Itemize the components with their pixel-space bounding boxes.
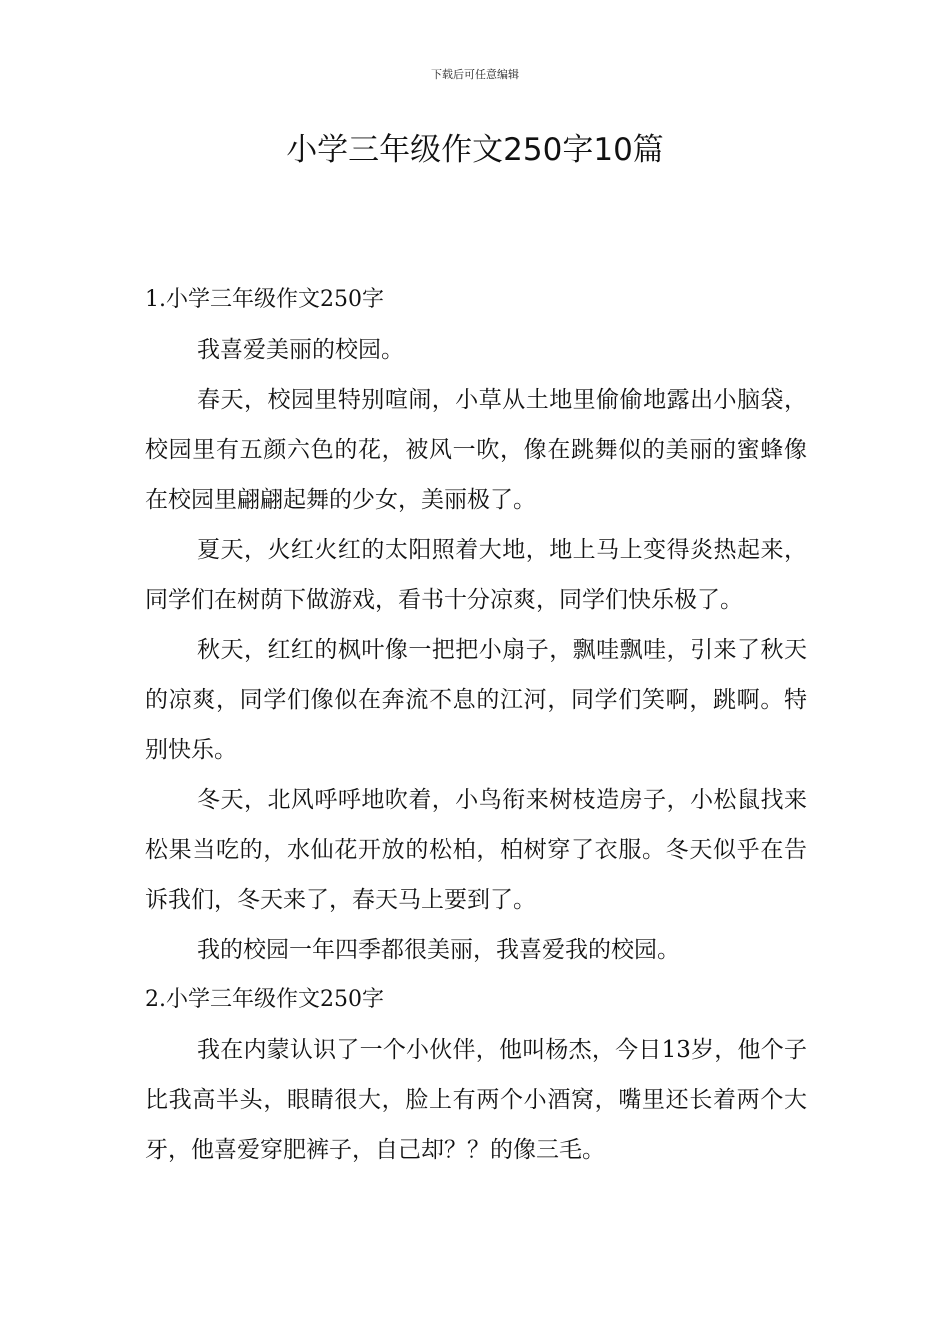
paragraph: 春天，校园里特别喧闹，小草从土地里偷偷地露出小脑袋，校园里有五颜六色的花，被风一吹，像在跳舞似的美丽的蜜蜂像在校园里翩翩起舞的少女，美丽极了。 (145, 387, 807, 513)
paragraph: 冬天，北风呼呼地吹着，小鸟衔来树枝造房子，小松鼠找来松果当吃的，水仙花开放的松柏，柏树穿了衣服。冬天似乎在告诉我们，冬天来了，春天马上要到了。 (145, 787, 807, 913)
section-1 (145, 275, 807, 975)
document-title: 小学三年级作文250字10篇 (286, 132, 664, 168)
paragraph: 我在内蒙认识了一个小伙伴，他叫杨杰，今日13岁，他个子比我高半头，眼睛很大，脸上有两个小酒窝，嘴里还长着两个大牙，他喜爱穿肥裤子，自己却？？的像三毛。 (145, 1037, 807, 1163)
section-2 (145, 975, 807, 1175)
paragraph: 我的校园一年四季都很美丽，我喜爱我的校园。 (197, 937, 680, 963)
section-heading: 1.小学三年级作文250字 (145, 287, 384, 312)
header-note: 下载后可任意编辑 (431, 68, 519, 81)
paragraph: 我喜爱美丽的校园。 (197, 337, 404, 363)
section-heading: 2.小学三年级作文250字 (145, 987, 384, 1012)
paragraph: 夏天，火红火红的太阳照着大地，地上马上变得炎热起来，同学们在树荫下做游戏，看书十分凉爽，同学们快乐极了。 (145, 537, 807, 613)
document-body (145, 275, 807, 1175)
paragraph: 秋天，红红的枫叶像一把把小扇子，飘哇飘哇，引来了秋天的凉爽，同学们像似在奔流不息的江河，同学们笑啊，跳啊。特别快乐。 (145, 637, 807, 763)
